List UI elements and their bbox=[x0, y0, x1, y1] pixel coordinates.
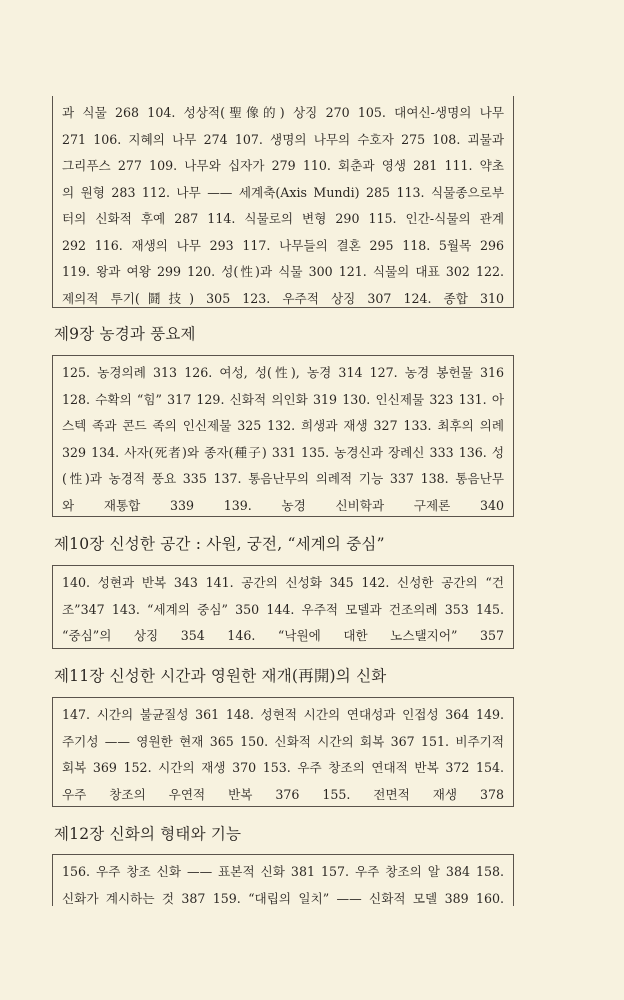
toc-line: 회복 369 152. 시간의 재생 370 153. 우주 창조의 연대적 반복 372 154. bbox=[62, 760, 504, 775]
chapter-heading: 제9장 농경과 풍요제 bbox=[54, 325, 196, 343]
toc-line: 터의 신화적 후예 287 114. 식물로의 변형 290 115. 인간-식물의 관계 bbox=[62, 211, 504, 226]
toc-line: 스텍 족과 콘드 족의 인신제물 325 132. 희생과 재생 327 133. 최후의 의례 bbox=[62, 418, 504, 433]
toc-line: 와 재통합 339 139. 농경 신비학과 구제론 340 bbox=[62, 497, 504, 513]
chapter-heading: 제12장 신화의 형태와 기능 bbox=[54, 825, 242, 843]
chapter-heading: 제11장 신성한 시간과 영원한 재개(再開)의 신화 bbox=[54, 667, 387, 685]
toc-line: 제의적 투기(鬪技) 305 123. 우주적 상징 307 124. 종합 310 bbox=[62, 290, 504, 306]
toc-box-chapter8-continued bbox=[52, 96, 514, 308]
toc-line: 우주 창조의 우연적 반복 376 155. 전면적 재생 378 bbox=[62, 786, 504, 802]
toc-line: 140. 성현과 반복 343 141. 공간의 신성화 345 142. 신성한 공간의 “건 bbox=[62, 575, 504, 590]
toc-line: 271 106. 지혜의 나무 274 107. 생명의 나무의 수호자 275 108. 괴물과 bbox=[62, 131, 504, 147]
toc-line: 신화가 계시하는 것 387 159. “대립의 일치” —— 신화적 모델 389 160. bbox=[62, 890, 504, 906]
toc-line: 주기성 —— 영원한 현재 365 150. 신화적 시간의 회복 367 151. 비주기적 bbox=[62, 733, 504, 749]
toc-line: (性)과 농경적 풍요 335 137. 통음난무의 의례적 기능 337 138. 통음난무 bbox=[62, 471, 504, 486]
toc-line: 그리푸스 277 109. 나무와 십자가 279 110. 회춘과 영생 281 111. 약초 bbox=[62, 158, 504, 173]
toc-line: 의 원형 283 112. 나무 —— 세계축(Axis Mundi) 285 113. 식물종으로부 bbox=[62, 184, 504, 200]
toc-line: “중심”의 상징 354 146. “낙원에 대한 노스탤지어” 357 bbox=[62, 628, 504, 643]
toc-line: 119. 왕과 여왕 299 120. 성(性)과 식물 300 121. 식물의 대표 302 122. bbox=[62, 264, 504, 279]
chapter-heading: 제10장 신성한 공간 : 사원, 궁전, “세계의 중심” bbox=[54, 535, 385, 553]
toc-line: 조”347 143. “세계의 중심” 350 144. 우주적 모델과 건조의례 353 145. bbox=[62, 601, 504, 617]
toc-line: 125. 농경의례 313 126. 여성, 성(性), 농경 314 127. 농경 봉헌물 316 bbox=[62, 365, 504, 380]
toc-line: 과 식물 268 104. 성상적(聖像的) 상징 270 105. 대여신-생명의 나무 bbox=[62, 105, 504, 120]
toc-box-chapter12 bbox=[52, 854, 514, 906]
toc-line: 292 116. 재생의 나무 293 117. 나무들의 결혼 295 118. 5월목 296 bbox=[62, 237, 504, 253]
toc-box-chapter9 bbox=[52, 355, 514, 517]
toc-box-chapter11 bbox=[52, 697, 514, 807]
toc-box-chapter10 bbox=[52, 565, 514, 649]
toc-line: 147. 시간의 불균질성 361 148. 성현적 시간의 연대성과 인접성 364 149. bbox=[62, 707, 504, 722]
toc-line: 128. 수확의 “힘” 317 129. 신화적 의인화 319 130. 인신제물 323 131. 아 bbox=[62, 391, 504, 407]
toc-line: 329 134. 사자(死者)와 종자(種子) 331 135. 농경신과 장례신 333 136. 성 bbox=[62, 444, 504, 460]
toc-line: 156. 우주 창조 신화 —— 표본적 신화 381 157. 우주 창조의 알 384 158. bbox=[62, 864, 504, 879]
